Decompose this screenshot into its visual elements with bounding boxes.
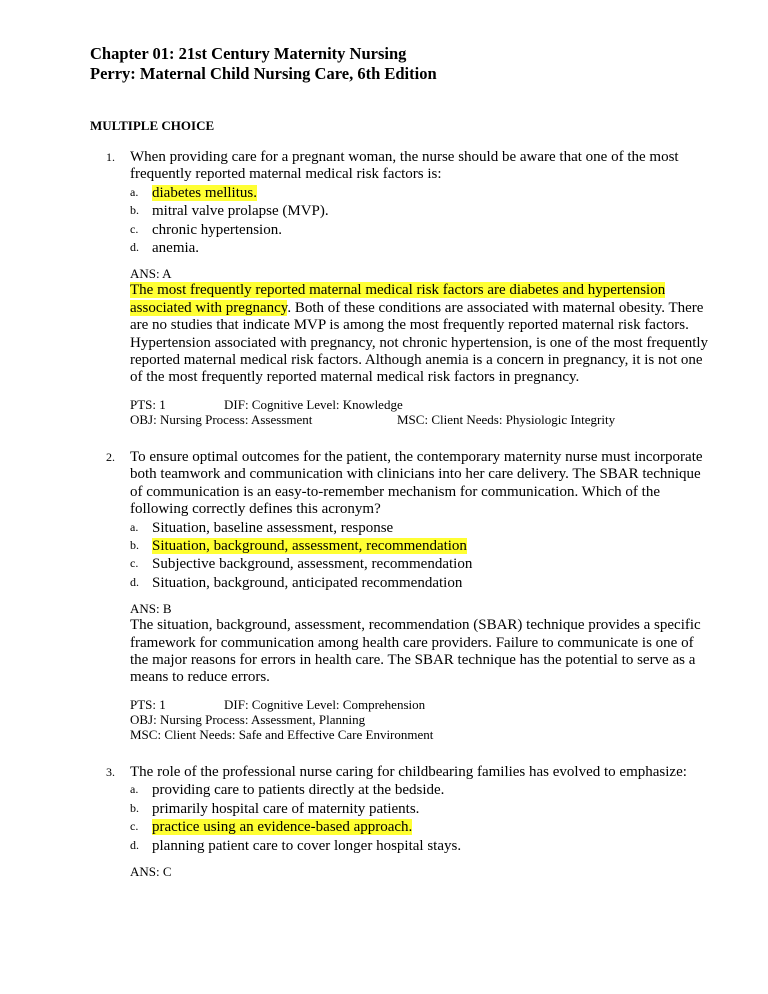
answer-key: ANS: B [130, 601, 172, 617]
option-b: b. mitral valve prolapse (MVP). [130, 203, 329, 220]
question-stem: To ensure optimal outcomes for the patient, the contemporary maternity nurse must incorporate both teamwork and communication with clinicians into her care delivery. The SBAR technique of communication is an easy-to-remember mechanism for communication. Which of the following correctly defines this acronym? [130, 449, 703, 518]
option-b: b. Situation, background, assessment, recommendation [130, 538, 467, 555]
question-1 [90, 149, 710, 427]
options-list [130, 519, 710, 593]
question-stem: The role of the professional nurse caring for childbearing families has evolved to emphasize: [130, 764, 687, 780]
difficulty: DIF: Cognitive Level: Knowledge [224, 396, 403, 412]
option-d: d. anemia. [130, 240, 200, 257]
option-a: a. providing care to patients directly at the bedside. [130, 782, 445, 799]
correct-option-text: practice using an evidence-based approach. [152, 819, 413, 836]
option-a: a. Situation, baseline assessment, response [130, 519, 394, 536]
question-stem: When providing care for a pregnant woman, the nurse should be aware that one of the most frequently reported maternal medical risk factors is: [130, 149, 679, 183]
question-3 [90, 764, 710, 880]
rationale-highlight: The most frequently reported maternal medical risk factors are diabetes and hypertension associated with pregnancy [130, 282, 666, 316]
question-2 [90, 449, 710, 742]
question-number: 2. [106, 450, 115, 464]
correct-option-text: Situation, background, assessment, recommendation [152, 538, 467, 555]
client-needs: MSC: Client Needs: Physiologic Integrity [397, 411, 616, 427]
document-header [90, 44, 437, 84]
options-list [130, 184, 710, 258]
rationale: The situation, background, assessment, recommendation (SBAR) technique provides a specific framework for communication among health care providers. Failure to communicate is one of the major reasons for errors in health care. The SBAR technique has the potential to serve as a means to reduce errors. [130, 617, 701, 686]
option-a: a. diabetes mellitus. [130, 184, 257, 201]
section-title: MULTIPLE CHOICE [90, 118, 215, 133]
question-number: 3. [106, 765, 115, 779]
option-c: c. Subjective background, assessment, recommendation [130, 556, 473, 573]
points: PTS: 1 [130, 696, 166, 712]
option-d: d. Situation, background, anticipated recommendation [130, 574, 463, 591]
question-metadata [130, 397, 710, 427]
objective: OBJ: Nursing Process: Assessment, Planning [130, 711, 366, 727]
correct-option-text: diabetes mellitus. [152, 184, 257, 201]
points: PTS: 1 [130, 396, 166, 412]
option-d: d. planning patient care to cover longer hospital stays. [130, 837, 462, 854]
option-c: c. chronic hypertension. [130, 221, 282, 238]
difficulty: DIF: Cognitive Level: Comprehension [224, 696, 426, 712]
objective: OBJ: Nursing Process: Assessment [130, 411, 313, 427]
option-c: c. practice using an evidence-based approach. [130, 819, 413, 836]
rationale: The most frequently reported maternal medical risk factors are diabetes and hypertension associated with pregnancy. Both of these conditions are associated with maternal obesity. There are no studies that indicate MVP is among the most frequently reported maternal risk factors. Hypertension associated with pregnancy, not chronic hypertension, is one of the most frequently reported maternal medical risk factors. Although anemia is a concern in pregnancy, it is not one of the most frequently reported maternal medical risk factors in pregnancy. [130, 282, 709, 386]
question-metadata [130, 697, 710, 742]
options-list [130, 781, 710, 855]
book-title: Perry: Maternal Child Nursing Care, 6th Edition [90, 64, 437, 83]
answer-key: ANS: C [130, 864, 172, 880]
option-b: b. primarily hospital care of maternity patients. [130, 800, 420, 817]
answer-key: ANS: A [130, 266, 172, 282]
client-needs: MSC: Client Needs: Safe and Effective Care Environment [130, 726, 434, 742]
question-number: 1. [106, 150, 115, 164]
chapter-title: Chapter 01: 21st Century Maternity Nursing [90, 44, 407, 63]
